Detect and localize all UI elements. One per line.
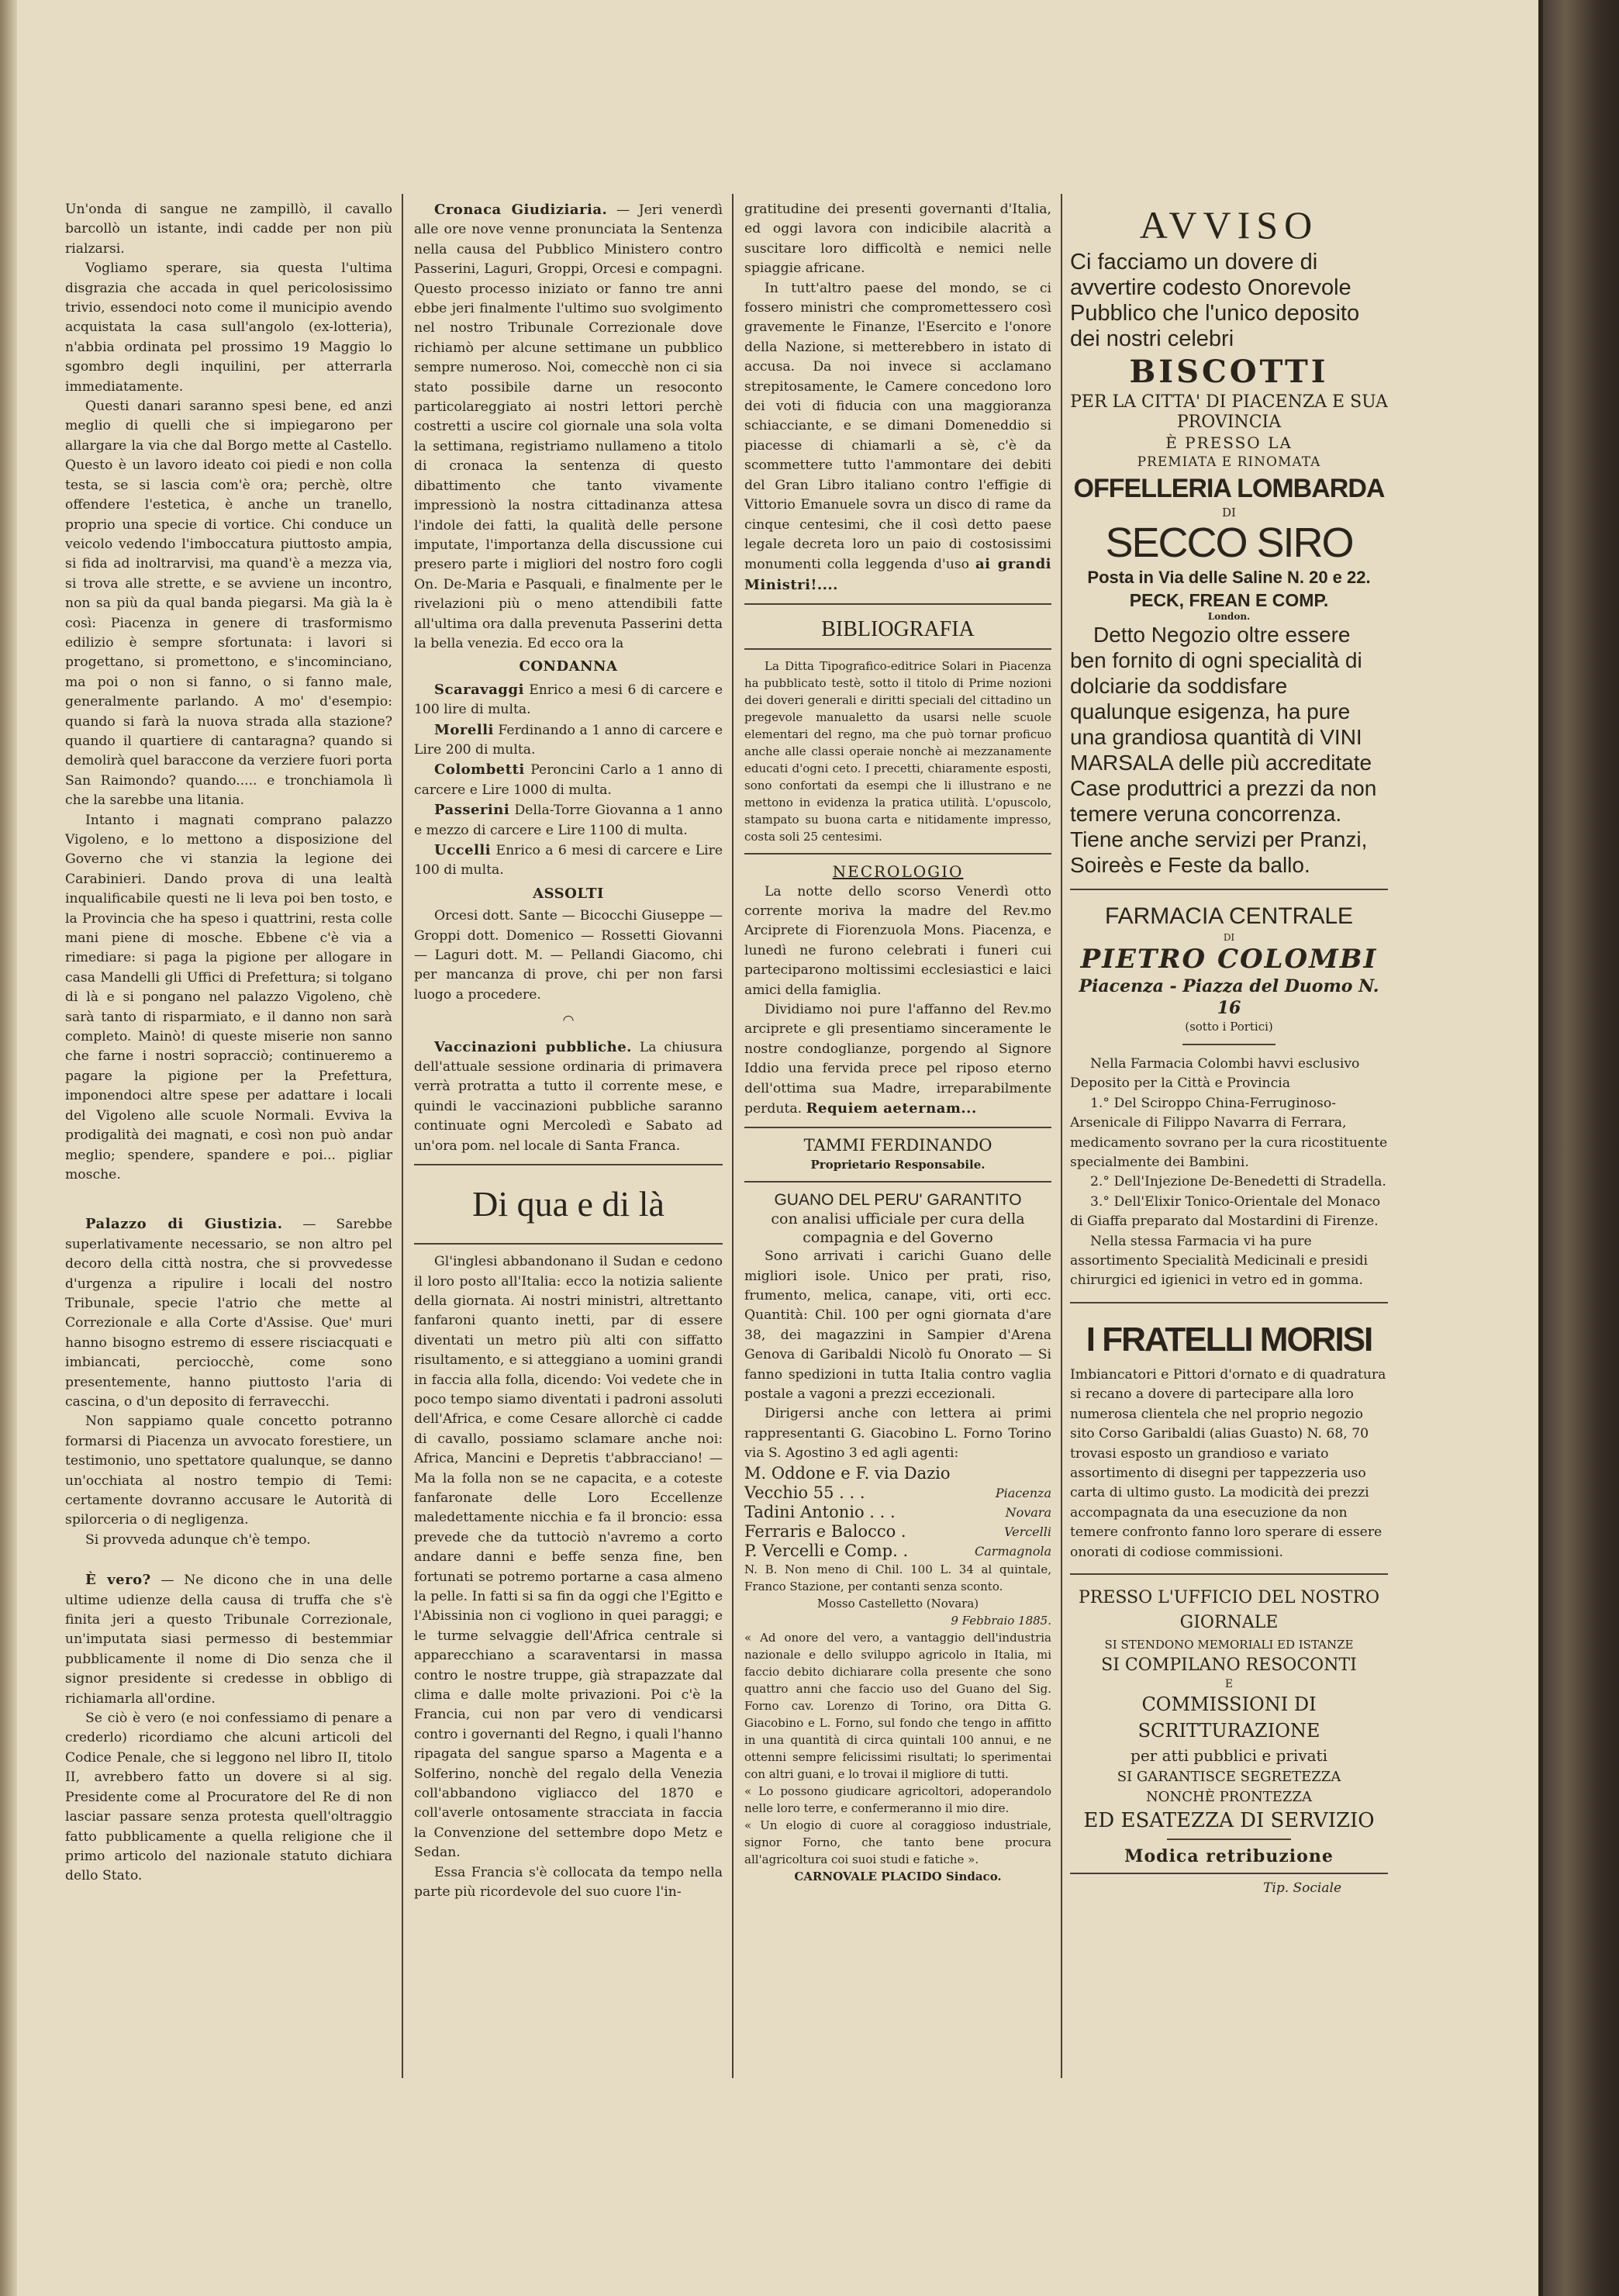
divider bbox=[744, 603, 1051, 605]
paragraph bbox=[744, 279, 1051, 596]
agents-list bbox=[744, 1464, 1051, 1561]
farmacia-title: FARMACIA CENTRALE bbox=[1104, 903, 1354, 929]
heading-bibliografia: BIBLIOGRAFIA bbox=[821, 617, 975, 642]
negozio-text: Detto Negozio oltre essere ben fornito di ogni specialità di dolciarie da soddisfare qualunque esigenza, ha pure una grandiosa quantità di VINI MARSALA delle più accreditate Case produttrici a prezzi da non temere veruna concorrenza. Tiene anche servizi per Pranzi, Soireès e Feste da ballo. bbox=[1070, 623, 1377, 877]
ufficio-line: NONCHÈ PRONTEZZA bbox=[1146, 1788, 1312, 1805]
ufficio-line: PRESSO L'UFFICIO DEL NOSTRO GIORNALE bbox=[1078, 1587, 1380, 1632]
ornament-icon: ◠ bbox=[562, 1013, 575, 1029]
paragraph: 2.° Dell'Injezione De-Benedetti di Stradella. bbox=[1090, 1174, 1386, 1190]
paragraph: Si provveda adunque ch'è tempo. bbox=[85, 1531, 311, 1548]
divider bbox=[414, 1243, 723, 1245]
paragraph-text: La chiusura dell'attuale sessione ordinaria di primavera verrà protratta a tutto il corrente mese, e quindi le vaccinazioni pubbliche saranno continuate ogni Mercoledì e Sabato ad un'ora pom. nel locale di Santa Franca. bbox=[414, 1039, 723, 1154]
column-4-ads bbox=[1070, 200, 1388, 2092]
ufficio-line: COMMISSIONI DI SCRITTURAZIONE bbox=[1137, 1693, 1320, 1742]
agent-name: Tadini Antonio . . . bbox=[744, 1502, 896, 1521]
column-2 bbox=[414, 200, 723, 2092]
posta-line: Posta in Via delle Saline N. 20 e 22. bbox=[1087, 568, 1371, 587]
book-binding bbox=[1543, 0, 1619, 2296]
paragraph: Nella stessa Farmacia vi ha pure assortimento Specialità Medicinali e presidi chirurgici ed igienici in vetro ed in gomma. bbox=[1070, 1233, 1369, 1289]
paragraph: 1.° Del Sciroppo China-Ferruginoso-Arsenicale di Filippo Navarra di Ferrara, medicamento sovrano per la cura ricostituente specialmente dei Bambini. bbox=[1070, 1095, 1388, 1171]
divider bbox=[1070, 889, 1388, 890]
heading-assolti: ASSOLTI bbox=[533, 885, 604, 902]
paragraph: La Ditta Tipografico-editrice Solari in Piacenza ha pubblicato testè, sotto il titolo di Prime nozioni dei doveri generali e diritti speciali del cittadino un pregevole manualetto da usarsi nelle scuole elementari del regno, ma che può tornar proficuo anche alle classi operaie nonchè ai mezzanamente educati d'ogni ceto. I precetti, chiaramente esposti, sono confortati da esempi che li illustrano e ne mettono in evidenza la pratica utilità. L'opuscolo, stampato su buona carta e nitidamente impresso, costa soli 25 centesimi. bbox=[744, 659, 1051, 844]
heading-condanna: CONDANNA bbox=[519, 658, 618, 675]
ufficio-line: SI STENDONO MEMORIALI ED ISTANZE bbox=[1104, 1637, 1354, 1652]
peck-line: PECK, FREAN E COMP. bbox=[1129, 590, 1329, 610]
retribuzione-line: Modica retribuzione bbox=[1124, 1845, 1334, 1866]
paragraph: Nella Farmacia Colombi havvi esclusivo Deposito per la Città e Provincia bbox=[1070, 1056, 1360, 1092]
list-item bbox=[744, 1522, 1051, 1542]
paragraph-text: — Jeri venerdì alle ore nove venne pronunciata la Sentenza nella causa del Pubblico Ministero contro Passerini, Laguri, Groppi, Orcesi e compagni. Questo processo iniziato or fanno tre anni ebbe jeri finalmente l'ultimo suo svolgimento nel nostro Tribunale Correzionale dove richiamò per alcune settimane un pubblico sempre numeroso. Noi, comecchè non ci sia stato possibile darne un resoconto particolareggiato ai nostri lettori perchè costretti a uscire col giornale una sola volta la settimana, registriamo nullameno a titolo di cronaca la sentenza di questo dibattimento che tanto vivamente impressionò la nostra cittadinanza attesa l'indole dei fatti, la qualità delle persone imputate, l'importanza della discussione cui presero parte i migliori del nostro foro cogli On. De-Maria e Pasquali, e finalmente per le rivelazioni più o meno attendibili fatte all'ultima ora dalla prevenuta Passerini detta la bella venezia. Ed ecco ora la bbox=[414, 202, 723, 651]
colombi-title: PIETRO COLOMBI bbox=[1080, 944, 1378, 975]
paragraph: Questi danari saranno spesi bene, ed anzi meglio di quelli che si impiegarono per allargare la via che dal Borgo mette al Castello. Questo è un lavoro ideato coi piedi e non colla testa, se si lascia com'è ora; perchè, oltre offendere l'estetica, è anche un tranello, proprio una specie di vortice. Chi conduce un veicolo vedendo l'imboccatura piuttosto ampia, si fida ad inoltrarvisi, ma quand'è a mezza via, si trova alle strette, e se avviene un incontro, non sa più da qual banda piegarsi. Ma già la è così: Piacenza in genere di trasformismo edilizio è sempre sfortunata: i lavori si progettano, si promettono, e s'incominciano, ma poi o non si fanno, o si fanno male, generalmente parlando. A mo' d'esempio: quando si farà la nuova strada alla stazione? quando il quartiere di cantaragna? quando si demolirà quel baraccone da verziere fuori porta San Raimondo? quando..... e tronchiamola lì che la sarebbe una litania. bbox=[65, 399, 392, 809]
defendant-name: Colombetti bbox=[434, 761, 525, 779]
divider bbox=[1070, 1302, 1388, 1303]
paragraph: Se ciò è vero (e noi confessiamo di penare a crederlo) ricordiamo che alcuni articoli del Codice Penale, che si leggono nel libro II, titolo II, avrebbero fatto un dovere si al sig. Presidente come al Procuratore del Re di non lasciar passare senza protesta quell'oltraggio fatto pubblicamente a quella religione che il primo articolo del nazionale statuto dichiara dello Stato. bbox=[65, 1711, 392, 1884]
sentence-item bbox=[414, 680, 723, 720]
di-line: DI bbox=[1222, 506, 1236, 520]
emphasis-text: ai grandi Ministri!.... bbox=[744, 556, 1051, 593]
paragraph: 3.° Dell'Elixir Tonico-Orientale del Monaco di Giaffa preparato dal Mostardini di Firenze. bbox=[1070, 1193, 1381, 1230]
divider bbox=[1070, 1873, 1388, 1874]
heading-di-qua-e-di-la: Di qua e di là bbox=[472, 1184, 665, 1224]
column-rule bbox=[1061, 194, 1062, 2078]
guano-advert bbox=[744, 1190, 1051, 1885]
column-rule bbox=[732, 194, 734, 2078]
paragraph bbox=[65, 1570, 392, 1709]
agent-place: Novara bbox=[1005, 1504, 1051, 1520]
guano-title: GUANO DEL PERU' GARANTITO bbox=[774, 1190, 1022, 1209]
guano-subtitle: con analisi ufficiale per cura della compagnia e del Governo bbox=[771, 1210, 1025, 1247]
date: 9 Febbraio 1885. bbox=[951, 1613, 1051, 1628]
heading-vaccinazioni: Vaccinazioni pubbliche. bbox=[434, 1038, 632, 1055]
paragraph-text: In tutt'altro paese del mondo, se ci fossero ministri che compromettessero così gravemente le Finanze, l'Esercito e l'onore della Nazione, si metterebbero in istato di accusa. Da noi invece si acclamano strepitosamente, le Camere concedono loro dei voti di fiducia con una maggioranza schiacciante, e se dimani Domeneddio si piacesse di chiamarli a sè, c'è da scommettere tutto l'ammontare dei debiti del Gran Libro italiano contro l'effigie di Vittorio Emanuele sovra un disco di rame da cinque centesimi, che il così detto paese legale decreta loro un paio di costosissimi monumenti colla leggenda d'uso bbox=[744, 280, 1051, 573]
agent-name: Ferraris e Balocco . bbox=[744, 1521, 906, 1541]
avviso-title: AVVISO bbox=[1139, 203, 1319, 247]
paragraph: gratitudine dei presenti governanti d'Italia, ed oggi lavora con indicibile alacrità a suscitare loro difficoltà e nemici nelle spiaggie africane. bbox=[744, 202, 1051, 277]
paragraph: « Lo possono giudicare agricoltori, adoperandolo nelle loro terre, e confermeranno il mio dire. bbox=[744, 1783, 1051, 1815]
paragraph bbox=[744, 1000, 1051, 1119]
presso-line: È PRESSO LA bbox=[1165, 433, 1293, 452]
emphasis-text: Requiem aeternam... bbox=[806, 1100, 977, 1117]
ufficio-line: ED ESATEZZA DI SERVIZIO bbox=[1083, 1808, 1375, 1832]
sentence-item bbox=[414, 720, 723, 761]
offelleria-title: OFFELLERIA LOMBARDA bbox=[1073, 474, 1385, 503]
divider bbox=[744, 1181, 1051, 1183]
column-1 bbox=[65, 200, 392, 2092]
divider bbox=[744, 648, 1051, 650]
paragraph: Intanto i magnati comprano palazzo Vigoleno, e lo mettono a disposizione del Governo che vi stanzia la legione dei Carabinieri. Dando prova di una lealtà inqualificabile questi ne li leva poi ben tosto, e la Provincia che ha speso i quattrini, resta colle mani piene di mosche. Ebbene c'è via a rimediare: si paga la pigione per allogare in casa Mandelli gli Uffici di Prefettura; si tolgano di là e si pongano nel palazzo Vigoleno, chè sarà tanto di risparmiato, e il danno non sarà completo. Mainò! di queste miserie non sanno che farne i nostri sopracciò; continueremo a pagare la pigione per la Prefettura, imponendoci altre spese per adattare i locali del Vigoleno alle scuole Normali. Evviva la prodigalità dei magnati, e così non può andar meglio; spendere, spandere e poi... pigliar mosche. bbox=[65, 812, 392, 1183]
ufficio-line: E bbox=[1224, 1677, 1234, 1690]
list-item bbox=[744, 1503, 1051, 1522]
paragraph: La notte dello scorso Venerdì otto corrente moriva la madre del Rev.mo Arciprete di Fiorenzuola Mons. Piacenza, e lunedì ne furono celebrati i funeri cui parteciparono moltissimi ecclesiastici e laici amici della famiglia. bbox=[744, 883, 1051, 998]
london-line: London. bbox=[1207, 611, 1251, 622]
paragraph: Dirigersi anche con lettera ai primi rappresentanti G. Giacobino L. Forno Torino via S. Agostino 3 ed agli agenti: bbox=[744, 1406, 1051, 1462]
heading-e-vero: È vero? bbox=[85, 1572, 151, 1589]
list-item bbox=[744, 1483, 1051, 1503]
sentence-text: Peroncini Carlo a 1 anno di carcere e Lire 1000 di multa. bbox=[414, 762, 723, 798]
morisi-title: I FRATELLI MORISI bbox=[1086, 1320, 1372, 1359]
di-line: DI bbox=[1223, 932, 1235, 943]
list-item bbox=[744, 1464, 1051, 1483]
signature: CARNOVALE PLACIDO Sindaco. bbox=[794, 1869, 1002, 1883]
paragraph: Vogliamo sperare, sia questa l'ultima disgrazia che accada in quel pericolosissimo trivio, essendoci noto come il municipio avendo acquistata la casa sull'angolo (ex-lotteria), n'abbia ordinata pel prossimo 19 Maggio lo sgombro degli inquilini, per atterrarla immediatamente. bbox=[65, 261, 392, 395]
defendant-name: Uccelli bbox=[434, 842, 492, 858]
divider bbox=[1182, 1044, 1276, 1045]
divider bbox=[1070, 1573, 1388, 1575]
defendant-name: Scaravaggi bbox=[434, 681, 524, 698]
paragraph: Essa Francia s'è collocata da tempo nella parte più ricordevole del suo cuore l'in- bbox=[414, 1864, 723, 1901]
sentence-text: Ferdinando a 1 anno di carcere e Lire 200 di multa. bbox=[414, 722, 723, 758]
paragraph-text: Dividiamo noi pure l'affanno del Rev.mo arciprete e gli presentiamo sinceramente le nostre condoglianze, porgendo al Signore Iddio una fervida prece pel riposo eterno dell'ottima sua Madre, irreparabilmente perduta. bbox=[744, 1001, 1051, 1117]
agent-place: Carmagnola bbox=[975, 1543, 1051, 1559]
heading-cronaca-giudiziaria: Cronaca Giudiziaria. bbox=[434, 202, 608, 218]
sentence-text: Enrico a 6 mesi di carcere e Lire 100 di multa. bbox=[414, 843, 723, 879]
ufficio-line: SI GARANTISCE SEGRETEZZA bbox=[1117, 1768, 1341, 1785]
paragraph bbox=[414, 200, 723, 654]
paragraph-text: — Ne dicono che in una delle ultime udienze della causa di truffa che s'è finita jeri a questo Tribunale Correzionale, un'imputata siasi permesso di bestemmiar pubblicamente il nome di Dio senza che il signor presidente si credesse in obbligo di richiamarla all'ordine. bbox=[65, 1573, 392, 1707]
heading-palazzo-di-giustizia: Palazzo di Giustizia. bbox=[85, 1216, 283, 1233]
spacer bbox=[65, 1185, 392, 1214]
sentence-text: Della-Torre Giovanna a 1 anno e mezzo di carcere e Lire 1100 di multa. bbox=[414, 803, 723, 838]
paragraph bbox=[65, 1214, 392, 1412]
sentence-text: Enrico a mesi 6 di carcere e 100 lire di multa. bbox=[414, 682, 723, 718]
paragraph-text: — Sarebbe superlativamente necessario, se non altro pel decoro della città nostra, che si provvedesse d'urgenza a ripulire i locali del nostro Tribunale, specie l'atrio che mette al Correzionale e alla Corte d'Assise. Que' muri hanno bisogno estremo di essere risciacquati e imbiancati, perciocchè, come sono presentemente, hanno piuttosto l'aria di cascina, o d'un deposito di ferravecchi. bbox=[65, 1217, 392, 1410]
farmacia-address: Piacenza - Piazza del Duomo N. 16 bbox=[1079, 976, 1379, 1018]
divider bbox=[414, 1164, 723, 1165]
biscotti-title: BISCOTTI bbox=[1129, 354, 1329, 390]
paragraph: Non sappiamo quale concetto potranno formarsi di Piacenza un avvocato forestiere, un testimonio, uno spettatore qualunque, se danno un'occhiata al nostro tempio di Temi: certamente dovranno accusare le Autorità di spilorceria o di negligenza. bbox=[65, 1414, 392, 1528]
column-3 bbox=[744, 200, 1051, 2092]
defendant-name: Passerini bbox=[434, 802, 510, 819]
paragraph: N. B. Non meno di Chil. 100 L. 34 al quintale, Franco Stazione, per contanti senza sconto. bbox=[744, 1562, 1051, 1593]
paragraph: « Ad onore del vero, a vantaggio dell'industria nazionale e dello sviluppo agricolo in Italia, mi faccio debito dichiarare colla presente che sono quattro anni che faccio uso del Guano del Sig. Forno cav. Lorenzo di Torino, ora Ditta G. Giacobino e L. Forno, sul fondo che tengo in affitto in una quantità di circa quintali 100 annui, e ne ottenni sempre felicissimi risultati; lo sperimentai con altri guani, e lo trovai il migliore di tutti. bbox=[744, 1630, 1051, 1781]
agent-name: M. Oddone e F. via Dazio bbox=[744, 1463, 951, 1483]
list-item bbox=[744, 1542, 1051, 1561]
paragraph: Sono arrivati i carichi Guano delle migliori isole. Unico per prati, riso, frumento, melica, canape, viti, orti ecc. Quantità: Chil. 100 per ogni giornata d'are 38, dei magazzini in Sampier d'Arena Genova di Garibaldi Nicolò fu Onorato — Si fanno spedizioni in tutta Italia contro vaglia postale a vagoni a prezzi eccezionali. bbox=[744, 1248, 1051, 1403]
defendant-name: Morelli bbox=[434, 721, 494, 738]
paragraph: Orcesi dott. Sante — Bicocchi Giuseppe — Groppi dott. Domenico — Rossetti Giovanni — Laguri dott. M. — Pellandi Giacomo, chi per mancanza di prove, chi per non farsi luogo a procedere. bbox=[414, 908, 723, 1003]
sentence-item bbox=[414, 800, 723, 841]
owner-name: TAMMI FERDINANDO bbox=[803, 1136, 992, 1155]
agent-name: P. Vercelli e Comp. . bbox=[744, 1541, 909, 1560]
spacer bbox=[65, 1550, 392, 1570]
sentence-item bbox=[414, 760, 723, 800]
paragraph: Un'onda di sangue ne zampillò, il cavallo barcollò un istante, indi cadde per non più rialzarsi. bbox=[65, 202, 392, 257]
paragraph: « Un elogio di cuore al coraggioso industriale, signor Forno, che tanto bene procura all'agricoltura coi suoi studi e fatiche ». bbox=[744, 1818, 1051, 1866]
piacenza-line: PER LA CITTA' DI PIACENZA E SUA PROVINCIA bbox=[1070, 392, 1388, 432]
portici-line: (sotto i Portici) bbox=[1185, 1020, 1273, 1034]
place: Mosso Castelletto (Novara) bbox=[816, 1596, 979, 1611]
divider bbox=[744, 1127, 1051, 1128]
ufficio-line: SI COMPILANO RESOCONTI bbox=[1101, 1655, 1357, 1675]
agent-place: Piacenza bbox=[995, 1485, 1051, 1500]
divider bbox=[744, 853, 1051, 855]
agent-place: Vercelli bbox=[1004, 1524, 1051, 1539]
paragraph bbox=[414, 1038, 723, 1156]
agent-name: Vecchio 55 . . . bbox=[744, 1483, 865, 1502]
owner-title: Proprietario Responsabile. bbox=[810, 1157, 986, 1172]
printer-credit: Tip. Sociale bbox=[1263, 1880, 1341, 1896]
sentence-item bbox=[414, 841, 723, 881]
secco-siro-title: SECCO SIRO bbox=[1105, 520, 1353, 566]
premiata-line: PREMIATA E RINOMATA bbox=[1137, 454, 1321, 470]
divider bbox=[1167, 1839, 1291, 1840]
ufficio-line: per atti pubblici e privati bbox=[1131, 1745, 1327, 1765]
column-rule bbox=[402, 194, 403, 2078]
paragraph: Gl'inglesi abbandonano il Sudan e cedono il loro posto all'Italia: ecco la notizia saliente della giornata. Ai nostri ministri, altrettanto fanfaroni quanto inetti, par di essere diventati un metro più alti con siffatto risultamento, e si atteggiano a uomini grandi in faccia alla folla, dicendo: Voi vedete che in poco tempo siamo diventati i padroni assoluti dell'Africa, e come Cesare allorchè ci cadde di cavallo, possiamo sclamare anche noi: Africa, Mancini e Depretis t'abbracciano! — Ma la folla non se ne capacita, e a coteste fanfaronate delle Loro Eccellenze maledettamente nicchia e fa il broncio: essa prevede che da tuttociò n'avremo a corto andare danni e beffe senza fine, ben fortunati se potremo portarne a casa almeno la pelle. In fatti si sa fin da oggi che l'Egitto e l'Abissinia non ci vogliono in quei paraggi; e le turme selvaggie dell'Africa centrale si apparecchiano a scaraventarsi in massa contro le nostre truppe, già strapazzate dal clima e dalle molte privazioni. Poi c'è la Francia, cui non par vero di vendicarsi contro i governanti del Regno, i quali l'hanno ripagata del sangue sparso a Magenta e a Solferino, nonchè del regalo della Venezia coll'abbandono vigliacco del 1870 e coll'averle ontosamente stracciata in faccia la Convenzione del settembre dopo Metz e Sedan. bbox=[414, 1254, 723, 1861]
avviso-text: Ci facciamo un dovere di avvertire codesto Onorevole Pubblico che l'unico deposito dei nostri celebri bbox=[1070, 250, 1360, 351]
heading-necrologio: NECROLOGIO bbox=[832, 862, 964, 882]
page-edge bbox=[0, 0, 17, 2296]
paragraph: Imbiancatori e Pittori d'ornato e di quadratura si recano a dovere di partecipare alla loro numerosa clientela che nel proprio negozio sito Corso Garibaldi (alias Guasto) N. 68, 70 trovasi esposto un grandioso e variato assortimento di disegni per tappezzeria uso carta di ultimo gusto. La modicità dei prezzi accompagnata da una esecuzione da non temere confronto fanno loro sperare di essere onorati di codiose commissioni. bbox=[1070, 1366, 1386, 1560]
